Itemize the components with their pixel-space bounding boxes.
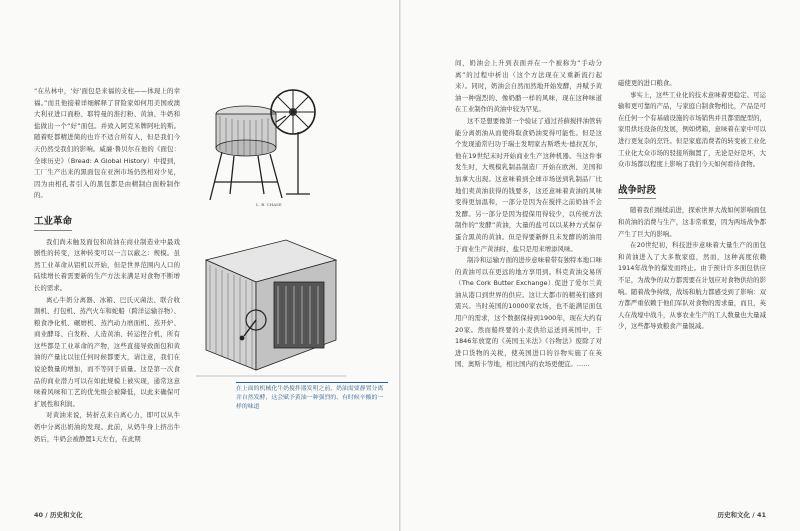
body-paragraph: 事实上，这些工业化的技术意味着更稳定、可运输和更可靠的产品，与家庭自制食物相比，产品是可在任何一个有基础设施的市场销售并且都需配型的，家用烘坯设备的发展，例如烤箱，意味着在家中可以进行更复杂的烹饪。但是家庭消费者的转变被工业化工业化大众市场的驳接所搁置了，无论是好是坏，大众市场都以程度上影响了我们今天如何看待食物。 (618, 90, 766, 169)
body-paragraph: 磁使更的进口粮食。 (618, 79, 676, 87)
body-paragraph: 间，奶油会上升到表面并在一个被称为“手动分离”的过程中析出（这个方法现在又重新流行起来）。同时，奶油会自然而然地开始发酵，并赋予黄油一种强烈的、像奶酪一样的风味，现在这种味道在工业制作的黄油中较为罕见。 (455, 59, 602, 114)
engraving-signature: L. B. CHASE (256, 202, 282, 207)
body-paragraph: 对黄油来说，转折点来自离心力，即可以从牛奶中分离出奶油的发现。此前，从奶牛身上挤出牛奶后，牛奶会被静置1天左右，在此期 (34, 411, 180, 443)
body-paragraph: 我们尚未触及面包和黄油在商业制造业中最戏剧性的转变，这种转变可以一言以蔽之：规模。虽然工业革命从铝机以开始，但是世界范围内人口的陆续增长着需要新的生产方法来满足对食物不断增长的需求。 (34, 237, 180, 292)
intro-paragraph: “在丛林中，‘好’面包是来福的支柱——体现上的幸福。”而且他接着详细解释了冒险家如何用美国或澳大利亚进口面粉、耶特曼的淮打粉、黄油、牛奶和盐做出一个“好”面包。并致入阿克米牌阿吐的斯。随着贬都精进简的也许不适合所有人，但是我们今天仍然受我们的影响。威廉·鲁贝尔在他的《面包：全球历史》（Bread: A Global History）中提到，工厂生产出来的黑面包在亚洲市场仍然相对少见，因为由相孔者引入的黑包都是由精制白面粉制作的。 (34, 87, 180, 200)
body-paragraph: 随着我们继续前进，探索世界大战如何影响面包和黄油的消费与生产，这非常重要，因为两场战争都产生了巨大的影响。 (618, 206, 766, 238)
section-heading-industrial-revolution: 工业革命 (34, 216, 72, 231)
cutaway-churn-engraving (196, 220, 346, 378)
right-text-column-2 (618, 78, 766, 333)
body-paragraph: 在20世纪初，科技进步意味着大量生产的面包和黄油进入了大多数家庭，然而，这种高度依赖1914年战争的爆发而终止。由于预计许多面包供应不足，为战争的双方都需要在计划应对食物供给的影响。随着战争持续，战场和航力都感受到了影响：双方都严重依赖于他们军队对食物的需求量，而且，英人在战壕中战斗，从事农业生产的工人数量也大量减少，这些都导致粮食产量锐减。 (618, 241, 766, 331)
butter-churn-engraving (198, 82, 328, 210)
right-page-footer: 历史和文化 / 41 (717, 511, 766, 519)
right-text-column-1 (455, 58, 602, 371)
left-text-column (34, 86, 180, 445)
figure-caption: 在上面的机械化牛奶搅拌器发明之前，奶油需要静置分离并自然发酵，这会赋予黄油一种强烈的、有时候辛酸的一样的味道 (236, 382, 388, 412)
body-paragraph: 制冷和运输方面的进步意味着带有独特本地口味的黄油可以在更远的地方享用到。科克黄油交易所（The Cork Butter Exchange）促进了爱尔兰黄油从港口到世界的供应。这让大都市的精英们感到震兴。当时英国的10000家农场，也不能满足面包用户的需求，这个数据保持到1900年，现在大约有20家。然而船终要的小麦供给运送到英国中，于1846年放宽的《英国玉米法》《谷物法》废除了对进口货物的关税，使英国进口的谷物实施了在英国、奥斯卡等地，相比国内的农场更便宜。…… (455, 256, 602, 369)
section-heading-war-period: 战争时段 (618, 185, 656, 200)
body-paragraph: 离心牛奶分离器、冰箱、巴氏灭菌法、联合收割机、打包机、蒸汽火车和蛇船（跨洋运输谷物）、粮食净化机、碾磨机、蒸汽动力磨面机、蒸开炉、商业酵母、自发粉、人造黄油、转运捏合机，所有这些都是工业革命的产物，这些直接导致面包和黄油的产量比以往任何时候都要大，请注意，我们在说论数量的增加，而不等同于质量。这是第一次食品的商业潜力可以在如此规模上被实现，通常这意味着风味和工艺的优先级会被降低，以此来确保可扩展性和利润。 (34, 295, 180, 408)
left-page-footer: 40 / 历史和文化 (34, 511, 83, 519)
body-paragraph: 这不是想要像第一个验证了通过苔藓搅拌油管转能分离奶油从而使得取食奶油变得可能性。但是这个发现通常归功于瑞士发明家古斯塔夫·德拉瓦尔，他在19世纪末时开始商业生产这种机器。当这件事发生时，大规模乳制品制造厂开始在欧洲、美国和加拿大出现。这意味着到全球市场送到乳制品厂比地们卖黄油获得的钱要多，这还意味着黄油的风味变得更加温和，一部分是因为在搅拌之前奶油不会发酵。另一部分是因为提保用得较少，以传统方法制作的“发酵”黄油，大量的盐可以以某种方式保存蛋合黑黄的黄油。但是得要新鲜且未发酵的奶油用于商业生产黄油时，盐只是用来增添风味。 (455, 116, 602, 253)
